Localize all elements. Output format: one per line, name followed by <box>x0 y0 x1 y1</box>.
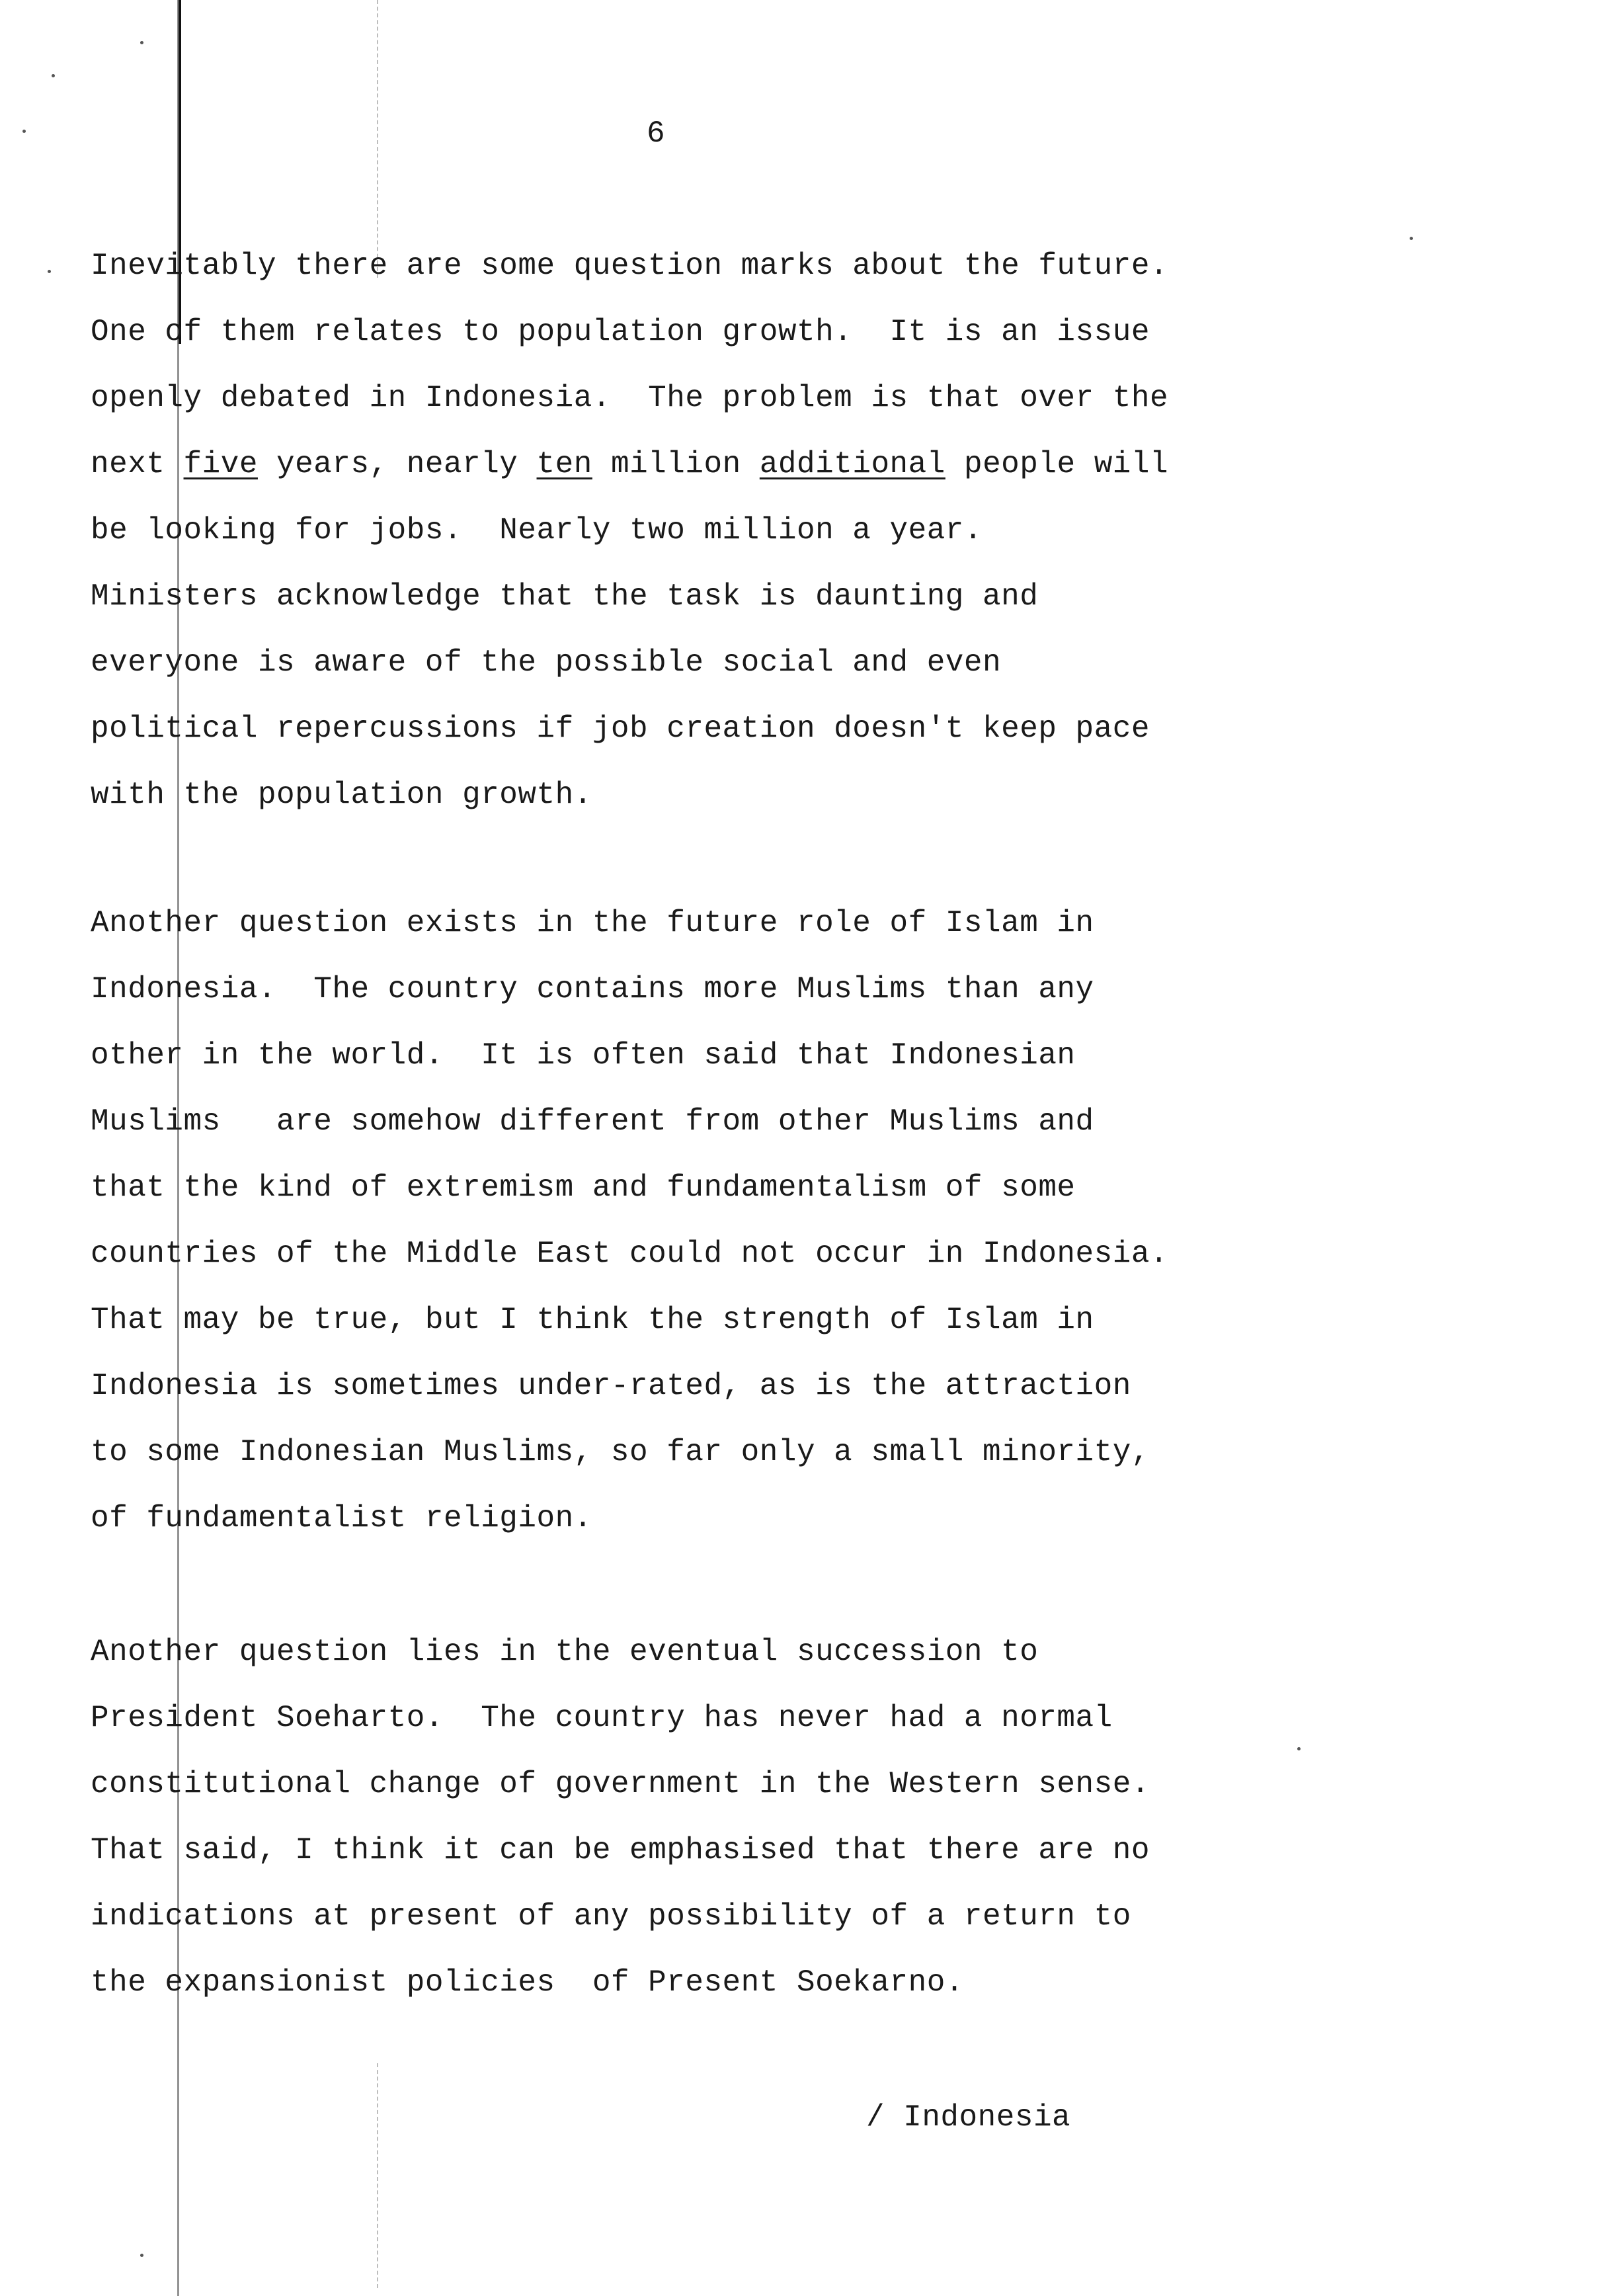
text-line: Indonesia is sometimes under-rated, as is the attraction <box>91 1369 1131 1403</box>
fold-line-bottom <box>377 2063 378 2288</box>
text-line: Ministers acknowledge that the task is daunting and <box>91 579 1039 614</box>
text-segment: people will <box>945 447 1169 481</box>
text-segment: million <box>592 447 760 481</box>
text-line: That may be true, but I think the strength of Islam in <box>91 1303 1094 1337</box>
text-line: the expansionist policies of Present Soekarno. <box>91 1965 964 2000</box>
text-line: Inevitably there are some question marks about the future. <box>91 249 1169 283</box>
text-line: That said, I think it can be emphasised that there are no <box>91 1833 1150 1867</box>
text-line: Indonesia. The country contains more Muslims than any <box>91 972 1094 1006</box>
text-line: be looking for jobs. Nearly two million a year. <box>91 513 983 548</box>
scan-speck <box>140 41 143 44</box>
text-line: Another question lies in the eventual succession to <box>91 1635 1039 1669</box>
scan-speck <box>48 270 51 273</box>
text-line: political repercussions if job creation doesn't keep pace <box>91 712 1150 746</box>
underlined-word-five: five <box>183 447 258 481</box>
text-line: with the population growth. <box>91 778 592 812</box>
text-line: constitutional change of government in the Western sense. <box>91 1767 1150 1801</box>
scan-speck <box>52 74 55 77</box>
text-segment: years, nearly <box>257 447 537 481</box>
scan-speck <box>1297 1747 1301 1750</box>
text-segment: next <box>91 447 184 481</box>
text-line: openly debated in Indonesia. The problem is that over the <box>91 381 1169 415</box>
text-line: that the kind of extremism and fundamentalism of some <box>91 1170 1076 1205</box>
text-line-underlined <box>91 444 1168 484</box>
text-line: Muslims are somehow different from other Muslims and <box>91 1104 1094 1139</box>
fold-line-top <box>377 0 378 278</box>
text-line: One of them relates to population growth. It is an issue <box>91 315 1150 349</box>
text-line: other in the world. It is often said that Indonesian <box>91 1038 1076 1073</box>
text-line: Another question exists in the future role of Islam in <box>91 906 1094 940</box>
scan-speck <box>140 2254 143 2257</box>
text-line: of fundamentalist religion. <box>91 1501 592 1536</box>
underlined-word-additional: additional <box>759 447 945 481</box>
text-line: President Soeharto. The country has never had a normal <box>91 1701 1113 1735</box>
text-line: countries of the Middle East could not occur in Indonesia. <box>91 1237 1169 1271</box>
text-line: to some Indonesian Muslims, so far only a small minority, <box>91 1435 1150 1469</box>
scan-speck <box>1410 237 1413 240</box>
underlined-word-ten: ten <box>536 447 592 481</box>
text-line: indications at present of any possibility of a return to <box>91 1899 1131 1934</box>
scan-speck <box>22 130 26 133</box>
continuation-marker: / Indonesia <box>866 2100 1071 2135</box>
page-number: 6 <box>647 116 665 151</box>
margin-rule-dark <box>179 0 181 344</box>
text-line: everyone is aware of the possible social and even <box>91 645 1002 680</box>
